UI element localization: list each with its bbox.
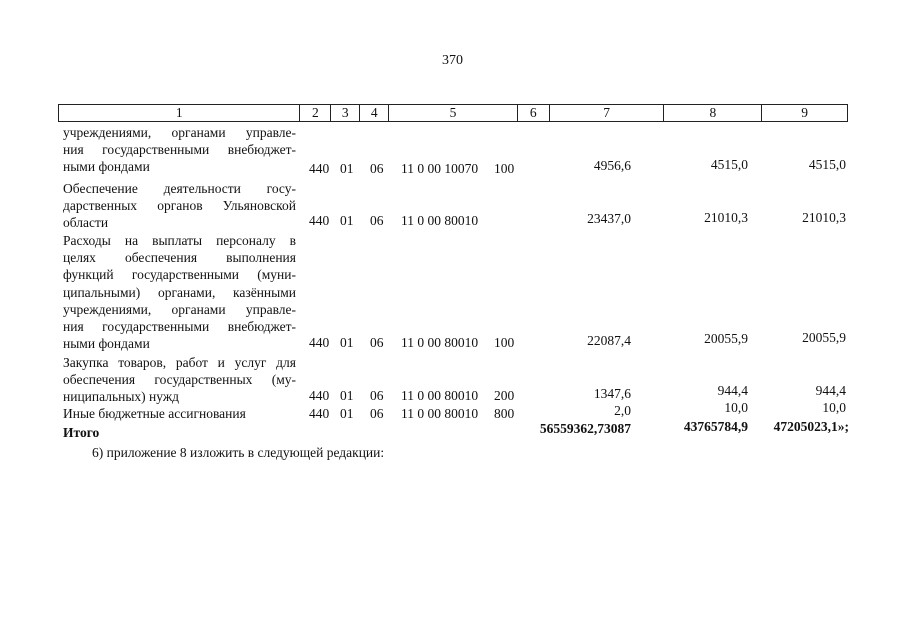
description-line: целях обеспечения выполнения (63, 250, 296, 266)
description-line: ния государственными внебюджет- (63, 319, 296, 335)
cell-col-5: 11 0 00 80010 (401, 406, 479, 421)
page-number: 370 (442, 53, 463, 68)
cell-col-7: 23437,0 (587, 211, 631, 226)
description-line: ными фондами (63, 159, 150, 175)
cell-col-3: 01 (340, 161, 354, 176)
cell-col-5: 11 0 00 80010 (401, 213, 479, 228)
description-line: дарственных органов Ульяновской (63, 198, 296, 214)
total-col-8: 43765784,9 (683, 419, 748, 434)
description-line: учреждениями, органами управле- (63, 301, 296, 317)
row-description (63, 124, 296, 176)
description-line: Расходы на выплаты персоналу в (63, 233, 296, 248)
cell-col-6: 800 (494, 406, 515, 421)
header-col-1: 1 (59, 105, 300, 121)
cell-col-9: 20055,9 (802, 330, 846, 345)
header-col-7: 7 (550, 105, 665, 121)
cell-col-6: 100 (494, 161, 515, 176)
description-line: ными фондами (63, 336, 150, 352)
header-col-4: 4 (360, 105, 389, 121)
cell-col-2: 440 (309, 406, 330, 421)
cell-col-5: 11 0 00 80010 (401, 388, 479, 403)
cell-col-3: 01 (340, 213, 354, 228)
cell-col-4: 06 (370, 406, 384, 421)
description-line: Обеспечение деятельности госу- (63, 181, 296, 196)
cell-col-4: 06 (370, 335, 384, 350)
cell-col-8: 21010,3 (704, 210, 748, 225)
cell-col-7: 22087,4 (587, 333, 631, 348)
cell-col-8: 944,4 (717, 383, 748, 398)
row-description (63, 354, 296, 406)
cell-col-4: 06 (370, 161, 384, 176)
description-line: функций государственными (муни- (63, 267, 296, 283)
table-header (58, 104, 848, 122)
cell-col-5: 11 0 00 10070 (401, 161, 479, 176)
description-line: Закупка товаров, работ и услуг для (63, 355, 296, 370)
cell-col-8: 10,0 (724, 400, 748, 415)
description-line: Иные бюджетные ассигнования (63, 406, 246, 421)
header-col-9: 9 (801, 105, 808, 120)
cell-col-9: 10,0 (822, 400, 846, 415)
cell-col-7: 4956,6 (593, 158, 631, 173)
cell-col-4: 06 (370, 388, 384, 403)
row-description (63, 405, 296, 422)
header-col-2: 2 (300, 105, 331, 121)
cell-col-6: 200 (494, 388, 515, 403)
description-line: ниципальных) нужд (63, 389, 180, 405)
cell-col-2: 440 (309, 335, 330, 350)
cell-col-7: 1347,6 (593, 386, 631, 401)
cell-col-8: 20055,9 (704, 331, 748, 346)
cell-col-2: 440 (309, 213, 330, 228)
description-line: ния государственными внебюджет- (63, 142, 296, 158)
header-col-6: 6 (518, 105, 550, 121)
header-col-8: 8 (664, 105, 762, 121)
cell-col-9: 944,4 (815, 383, 846, 398)
row-description (63, 232, 296, 352)
cell-col-2: 440 (309, 161, 330, 176)
description-line: ципальными) органами, казёнными (63, 284, 296, 300)
cell-col-8: 4515,0 (710, 157, 748, 172)
cell-col-3: 01 (340, 335, 354, 350)
description-line: области (63, 215, 109, 231)
cell-col-5: 11 0 00 80010 (401, 335, 479, 350)
header-col-3: 3 (331, 105, 360, 121)
cell-col-3: 01 (340, 388, 354, 403)
total-col-7: 56559362,73087 (539, 421, 631, 436)
cell-col-9: 4515,0 (808, 157, 846, 172)
cell-col-3: 01 (340, 406, 354, 421)
description-line: учреждениями, органами управле- (63, 125, 296, 140)
cell-col-6: 100 (494, 335, 515, 350)
total-label: Итого (63, 425, 100, 440)
row-description (63, 180, 296, 232)
header-col-5: 5 (389, 105, 518, 121)
cell-col-4: 06 (370, 213, 384, 228)
description-line: обеспечения государственных (му- (63, 372, 296, 388)
cell-col-7: 2,0 (614, 403, 631, 418)
cell-col-2: 440 (309, 388, 330, 403)
instruction-text: 6) приложение 8 изложить в следующей редакции: (92, 445, 385, 460)
cell-col-9: 21010,3 (802, 210, 846, 225)
total-col-9: 47205023,1»; (773, 419, 849, 434)
